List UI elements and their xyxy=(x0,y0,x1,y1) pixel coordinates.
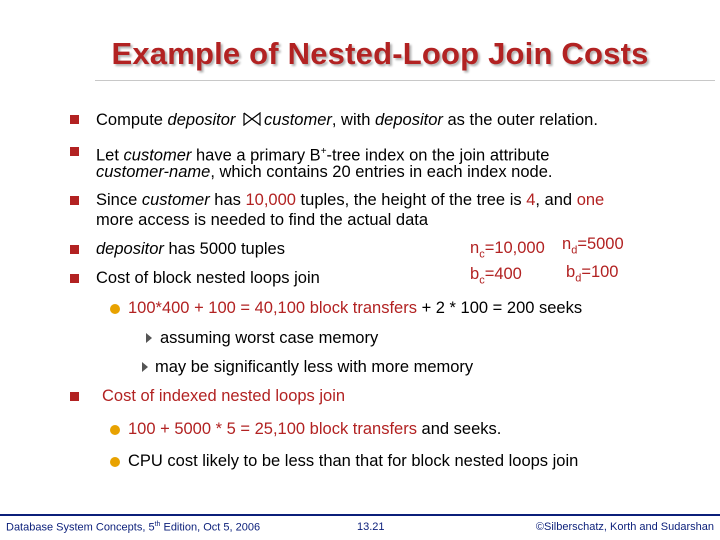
stat-value: =100 xyxy=(581,263,619,281)
bullet-indexed-nl-cost: Cost of indexed nested loops join xyxy=(102,387,346,405)
text-segment: , with xyxy=(331,111,375,129)
cost-expression: 100 + 5000 * 5 = 25,100 xyxy=(128,420,306,438)
stat-nc xyxy=(470,238,545,264)
footer-copyright: ©Silberschatz, Korth and Sudarshan xyxy=(535,521,714,533)
bullet-dot-icon xyxy=(110,425,120,435)
text-segment: -tree index on the join attribute xyxy=(326,146,550,165)
sub-bullet-arrow-icon xyxy=(142,362,148,372)
footer-page-number: 13.21 xyxy=(357,521,385,533)
stat-subscript: c xyxy=(479,248,485,261)
highlight-tuple-count: 10,000 xyxy=(245,191,296,209)
stat-symbol: n xyxy=(562,235,572,253)
natural-join-icon xyxy=(242,112,262,126)
text-segment: Since xyxy=(96,191,142,209)
stat-nd xyxy=(562,234,624,260)
bullet-square-icon xyxy=(70,274,79,283)
stat-bd xyxy=(566,262,618,288)
bullet-depositor-tuples xyxy=(96,239,285,259)
highlight-block-transfers: block transfers xyxy=(309,299,417,317)
slide-title: Example of Nested-Loop Join Costs xyxy=(111,36,649,71)
relation-depositor-outer: depositor xyxy=(375,111,443,129)
text-segment: and seeks. xyxy=(416,420,502,438)
stat-value: =10,000 xyxy=(484,239,545,257)
bullet-worst-case: assuming worst case memory xyxy=(160,329,379,347)
text-segment: , which contains 20 entries in each index node. xyxy=(210,163,553,181)
footer-text: Edition, Oct 5, 2006 xyxy=(160,521,261,534)
attribute-customer-name: customer-name xyxy=(96,163,211,181)
relation-customer: customer xyxy=(123,146,192,165)
bullet-dot-icon xyxy=(110,457,120,467)
bullet-square-icon xyxy=(70,115,79,124)
bullet-square-icon xyxy=(70,245,79,254)
text-segment: has 5000 tuples xyxy=(163,240,285,258)
text-segment: + 2 * 100 = 200 seeks xyxy=(416,299,583,317)
text-segment: has xyxy=(209,191,246,209)
stat-value: =400 xyxy=(484,265,522,283)
text-segment: tuples, the height of the tree is xyxy=(295,191,527,209)
superscript-plus: + xyxy=(320,146,327,157)
footer-text: Database System Concepts, 5 xyxy=(6,521,155,534)
bullet-dot-icon xyxy=(110,304,120,314)
bullet-square-icon xyxy=(70,147,79,156)
highlight-tree-height: 4 xyxy=(526,191,536,209)
relation-depositor: depositor xyxy=(167,111,236,129)
bullet-square-icon xyxy=(70,392,79,401)
bullet-more-memory: may be significantly less with more memory xyxy=(155,358,474,376)
stat-value: =5000 xyxy=(577,235,624,253)
stat-subscript: d xyxy=(571,244,578,257)
text-segment: Let xyxy=(96,146,124,165)
cost-expression: 100*400 + 100 = 40,100 xyxy=(128,299,306,317)
text-segment: Compute xyxy=(96,111,168,129)
footer-divider xyxy=(0,514,720,516)
stat-symbol: b xyxy=(566,263,576,281)
highlight-one: one xyxy=(576,191,605,209)
bullet-square-icon xyxy=(70,196,79,205)
relation-customer: customer xyxy=(264,111,332,129)
stat-symbol: b xyxy=(470,265,480,283)
bullet-cpu-cost: CPU cost likely to be less than that for block nested loops join xyxy=(128,452,579,470)
footer-superscript: th xyxy=(154,521,161,528)
bullet-compute-join xyxy=(96,110,598,130)
bullet-block-nl-formula xyxy=(128,298,582,318)
text-segment: , and xyxy=(535,191,577,209)
stat-symbol: n xyxy=(470,239,480,257)
relation-customer: customer xyxy=(141,191,210,209)
bullet-block-nl-cost: Cost of block nested loops join xyxy=(96,269,320,287)
bullet-tree-height-line2: more access is needed to find the actual data xyxy=(96,211,429,229)
text-segment: have a primary B xyxy=(191,146,321,165)
sub-bullet-arrow-icon xyxy=(146,333,152,343)
bullet-tree-height-line1 xyxy=(96,190,604,210)
bullet-indexed-nl-formula xyxy=(128,419,501,439)
footer-left xyxy=(6,521,260,534)
stat-bc xyxy=(470,264,522,290)
stat-subscript: d xyxy=(575,272,582,285)
title-divider xyxy=(95,80,715,81)
relation-depositor: depositor xyxy=(96,240,164,258)
highlight-block-transfers: block transfers xyxy=(309,420,417,438)
stat-subscript: c xyxy=(479,274,485,287)
text-segment: as the outer relation. xyxy=(442,111,598,129)
bullet-index-line2 xyxy=(96,162,552,182)
